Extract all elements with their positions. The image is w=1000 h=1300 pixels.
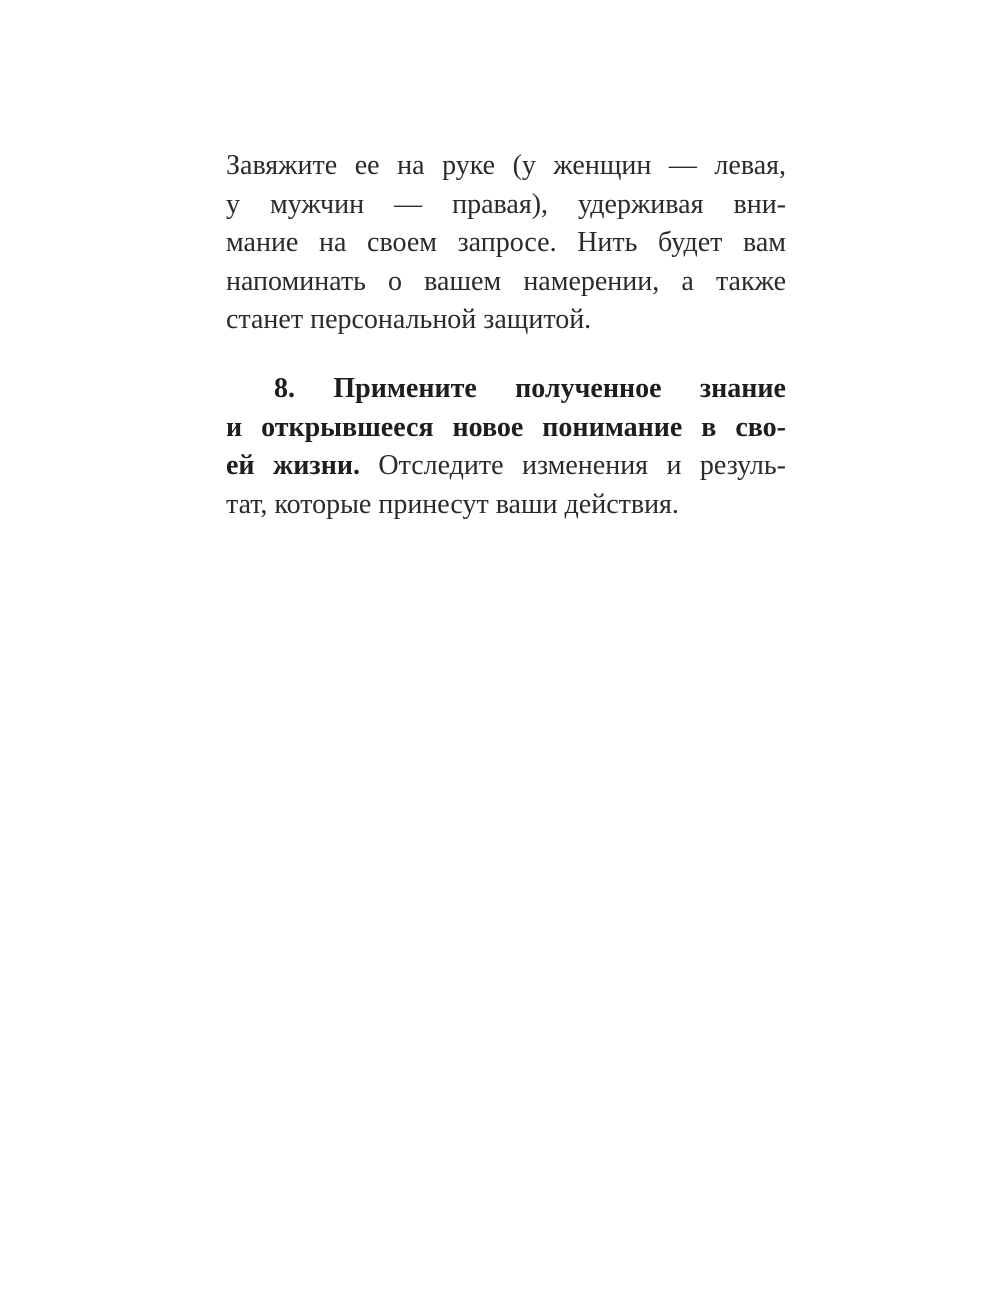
step-body-start: Отследите изменения и резуль- <box>359 450 787 481</box>
step-heading-line: и открывшееся новое понимание в сво- <box>226 411 786 443</box>
step-heading-line: 8. Примените полученное знание <box>274 373 786 404</box>
paragraph-tie-thread <box>226 147 786 340</box>
paragraph-step-8 <box>226 370 786 524</box>
text-line: Завяжите ее на руке (у женщин — левая, <box>226 150 786 181</box>
text-line: мание на своем запросе. Нить будет вам <box>226 227 786 258</box>
text-line: у мужчин — правая), удерживая вни- <box>226 188 786 220</box>
text-line: напоминать о вашем намерении, а также <box>226 265 786 297</box>
text-line: тат, которые принесут ваши действия. <box>226 488 679 520</box>
mixed-text-line <box>226 447 786 486</box>
text-line: станет персональной защитой. <box>226 304 592 335</box>
step-heading-end: ей жизни. <box>226 450 360 481</box>
